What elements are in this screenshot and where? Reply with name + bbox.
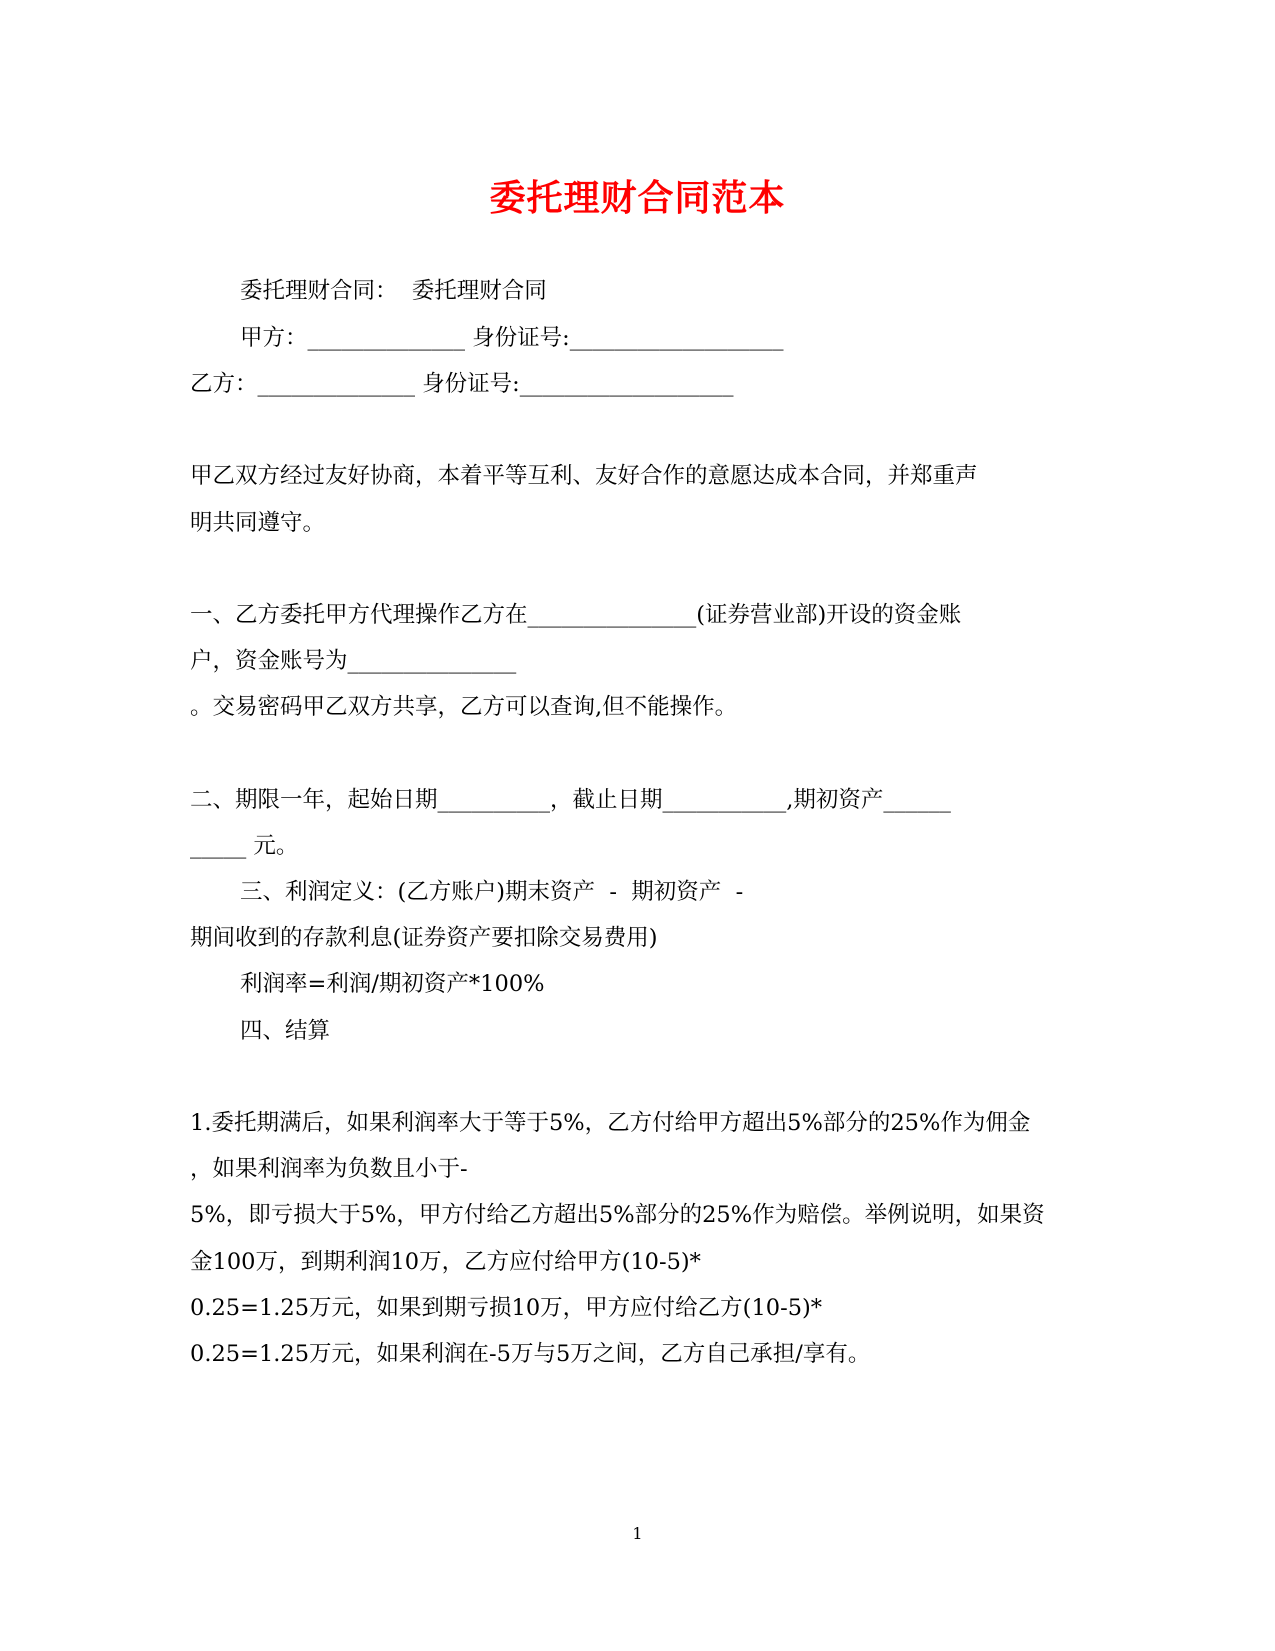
party-b-line: 乙方：______________ 身份证号:___________________ xyxy=(190,371,734,397)
settlement-line-5: 0.25=1.25万元，如果到期亏损10万，甲方应付给乙方(10-5)* xyxy=(190,1295,823,1321)
settlement-line-3: 5%，即亏损大于5%，甲方付给乙方超出5%部分的25%作为赔偿。举例说明，如果资 xyxy=(190,1202,1045,1228)
page-number: 1 xyxy=(632,1524,643,1543)
clause-1-line-1: 一、乙方委托甲方代理操作乙方在_______________(证券营业部)开设的资金账 xyxy=(190,602,962,628)
settlement-line-6: 0.25=1.25万元，如果利润在-5万与5万之间，乙方自己承担/享有。 xyxy=(190,1341,871,1367)
contract-name-line: 委托理财合同： 委托理财合同 xyxy=(240,278,547,304)
clause-2-line-1: 二、期限一年，起始日期__________，截止日期___________,期初资产______ xyxy=(190,787,951,813)
clause-3-line-2: 期间收到的存款利息(证券资产要扣除交易费用) xyxy=(190,925,658,951)
profit-rate-formula: 利润率=利润/期初资产*100% xyxy=(240,971,545,997)
document-title: 委托理财合同范本 xyxy=(489,177,786,219)
settlement-line-4: 金100万，到期利润10万，乙方应付给甲方(10-5)* xyxy=(190,1249,701,1275)
clause-1-line-3: 。交易密码甲乙双方共享，乙方可以查询,但不能操作。 xyxy=(190,694,738,720)
preamble-line-2: 明共同遵守。 xyxy=(190,510,326,536)
clause-4-heading: 四、结算 xyxy=(240,1018,331,1044)
settlement-line-1: 1.委托期满后，如果利润率大于等于5%，乙方付给甲方超出5%部分的25%作为佣金 xyxy=(190,1110,1031,1136)
clause-3-line-1: 三、利润定义：(乙方账户)期末资产 - 期初资产 - xyxy=(240,879,744,905)
party-a-line: 甲方：______________ 身份证号:___________________ xyxy=(240,325,784,351)
preamble-line-1: 甲乙双方经过友好协商，本着平等互利、友好合作的意愿达成本合同，并郑重声 xyxy=(190,463,978,489)
clause-1-line-2: 户，资金账号为_______________ xyxy=(190,648,517,674)
settlement-line-2: ，如果利润率为负数且小于- xyxy=(190,1156,468,1182)
clause-2-line-2: _____ 元。 xyxy=(190,833,299,859)
